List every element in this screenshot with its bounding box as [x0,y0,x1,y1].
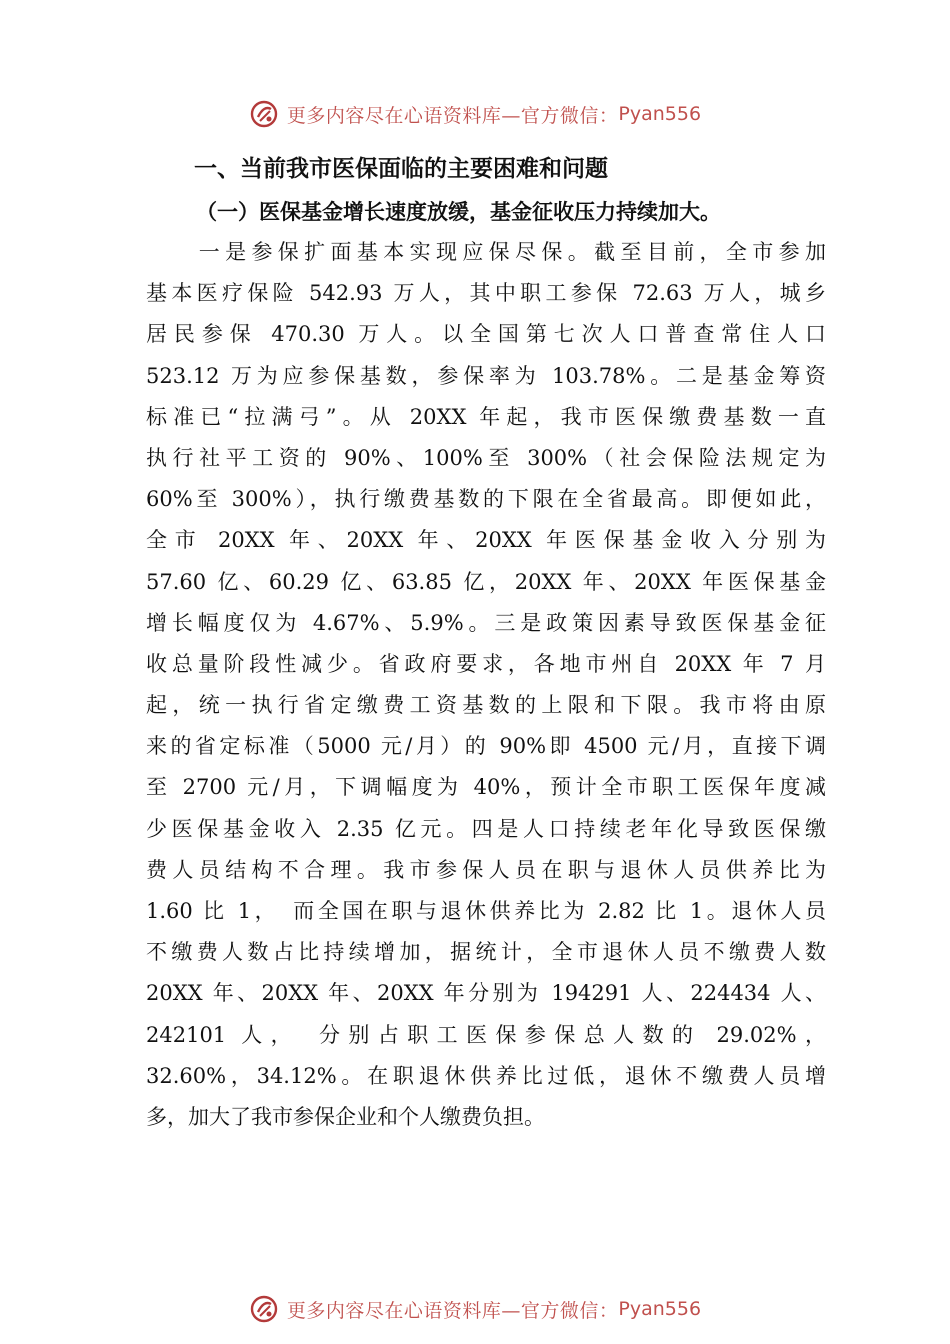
watermark-text: 更多内容尽在心语资料库—官方微信： [286,1299,619,1322]
paragraph-line: 不缴费人数占比持续增加，据统计，全市退休人员不缴费人数 [146,940,826,965]
section-heading: 一、当前我市医保面临的主要困难和问题 [194,156,608,182]
brand-logo-icon [249,99,279,129]
paragraph-line: 费人员结构不合理。我市参保人员在职与退休人员供养比为 [146,857,826,882]
paragraph-line: 1.60 比 1， 而全国在职与退休供养比为 2.82 比 1。退休人员 [146,899,826,923]
paragraph-line: 一是参保扩面基本实现应保尽保。截至目前，全市参加 [146,240,826,264]
paragraph-line: 至 2700 元/月，下调幅度为 40%，预计全市职工医保年度减 [146,775,826,800]
watermark-text: 更多内容尽在心语资料库—官方微信： [286,104,619,127]
header-watermark [0,96,950,132]
paragraph-line: 居民参保 470.30 万人。以全国第七次人口普查常住人口 [146,322,826,347]
paragraph-line: 标准已“拉满弓”。从 20XX 年起，我市医保缴费基数一直 [146,404,826,429]
footer-watermark [0,1291,950,1327]
paragraph-line: 少医保基金收入 2.35 亿元。四是人口持续老年化导致医保缴 [146,816,826,841]
paragraph-line: 起，统一执行省定缴费工资基数的上限和下限。我市将由原 [146,693,826,718]
watermark-wechat-handle: Pyan556 [618,1298,702,1320]
paragraph-line: 32.60%，34.12%。在职退休供养比过低，退休不缴费人员增 [146,1063,826,1088]
paragraph-line: 523.12 万为应参保基数，参保率为 103.78%。二是基金筹资 [146,363,826,388]
paragraph-line: 全市 20XX 年、20XX 年、20XX 年医保基金收入分别为 [146,528,826,553]
paragraph-line: 来的省定标准（5000 元/月）的 90%即 4500 元/月，直接下调 [146,734,826,759]
paragraph-line: 20XX 年、20XX 年、20XX 年分别为 194291 人、224434 人、 [146,981,826,1006]
watermark-wechat-handle: Pyan556 [618,103,702,125]
subsection-heading: （一）医保基金增长速度放缓，基金征收压力持续加大。 [196,199,721,224]
paragraph-line: 执行社平工资的 90%、100%至 300%（社会保险法规定为 [146,445,826,470]
paragraph-line: 242101 人， 分别占职工医保参保总人数的 29.02%， [146,1022,826,1047]
paragraph-line: 增长幅度仅为 4.67%、5.9%。三是政策因素导致医保基金征 [146,610,826,635]
paragraph-line: 收总量阶段性减少。省政府要求，各地市州自 20XX 年 7 月 [146,651,826,676]
brand-logo-icon [249,1294,279,1324]
paragraph-line: 60%至 300%），执行缴费基数的下限在全省最高。即便如此， [146,487,826,512]
paragraph-line: 57.60 亿、60.29 亿、63.85 亿，20XX 年、20XX 年医保基金 [146,569,826,594]
paragraph-line: 基本医疗保险 542.93 万人，其中职工参保 72.63 万人，城乡 [146,281,826,306]
paragraph-line-last: 多，加大了我市参保企业和个人缴费负担。 [146,1104,545,1129]
body-paragraph [146,232,826,1138]
